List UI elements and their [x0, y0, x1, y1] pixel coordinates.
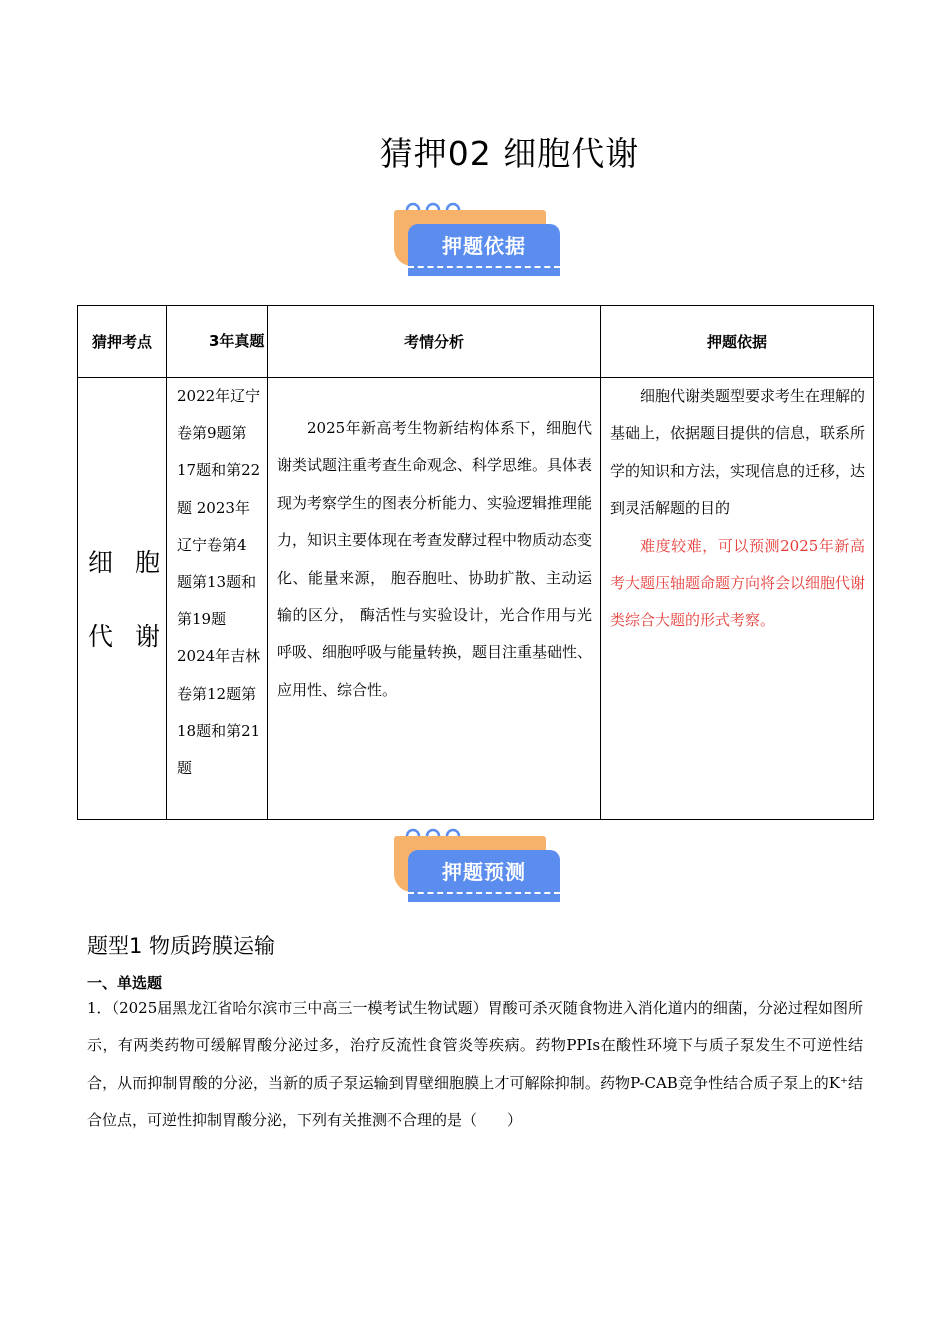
banner-dashed-stripe: [408, 266, 560, 276]
basis-banner: [394, 198, 566, 282]
topic-cell: 细胞代谢: [78, 378, 167, 820]
page-title: 猜押02 细胞代谢: [379, 134, 640, 173]
analysis-cell: 2025年新高考生物新结构体系下，细胞代谢类试题注重考查生命观念、科学思维。具体表现为考察学生的图表分析能力、实验逻辑推理能力，知识主要体现在考查发酵过程中物质动态变化、能量来源， 胞吞胞吐、协助扩散、主动运输的区分， 酶活性与实验设计，光合作用与光呼吸、细胞呼吸与能量转换，题目注重基础性、应用性、综合性。: [268, 378, 601, 820]
basis-paragraph: 细胞代谢类题型要求考生在理解的基础上，依据题目提供的信息，联系所学的知识和方法，实现信息的迁移，达到灵活解题的目的: [610, 387, 866, 518]
banner-label: 押题预测: [408, 850, 560, 892]
question-type-heading: 一、单选题: [87, 974, 163, 992]
section-title: 题型1 物质跨膜运输: [87, 934, 276, 958]
basis-highlight-paragraph: 难度较难，可以预测2025年新高考大题压轴题命题方向将会以细胞代谢类综合大题的形式考察。: [610, 536, 866, 630]
question-text: 1．（2025届黑龙江省哈尔滨市三中高三一模考试生物试题）胃酸可杀灭随食物进入消化道内的细菌，分泌过程如图所示，有两类药物可缓解胃酸分泌过多，治疗反流性食管炎等疾病。药物PPIs在酸性环境下与质子泵发生不可逆性结合，从而抑制胃酸的分泌，当新的质子泵运输到胃壁细胞膜上才可解除抑制。药物P-CAB竞争性结合质子泵上的K⁺结合位点，可逆性抑制胃酸分泌，下列有关推测不合理的是（ ）: [87, 999, 863, 1130]
prediction-banner: [394, 824, 566, 908]
years-cell: 2022年辽宁卷第9题第17题和第22题 2023年辽宁卷第4题第13题和第19题 2024年吉林卷第12题第18题和第21题: [167, 378, 268, 820]
header-topic: 猜押考点: [78, 306, 167, 378]
header-years: 3年真题: [167, 306, 268, 378]
header-analysis: 考情分析: [268, 306, 601, 378]
banner-dashed-stripe: [408, 892, 560, 902]
basis-cell: [601, 378, 874, 820]
header-basis: 押题依据: [601, 306, 874, 378]
banner-label: 押题依据: [408, 224, 560, 266]
table-row: [78, 378, 874, 820]
info-table: [77, 305, 874, 820]
table-header-row: [78, 306, 874, 378]
